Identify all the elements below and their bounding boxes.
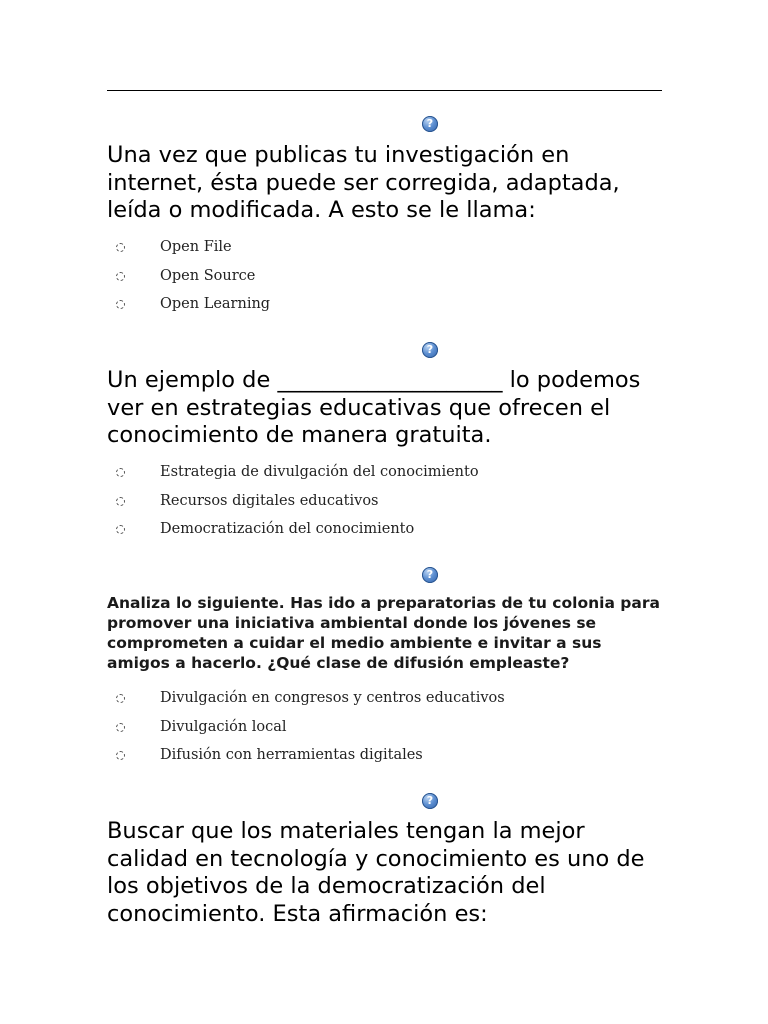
question-2-text: Un ejemplo de ____________________ lo podemos ver en estrategias educativas que ofrecen el conocimiento de manera gratuita. [107, 367, 641, 448]
question-2-option-1[interactable] [112, 462, 672, 491]
option-label: Divulgación local [160, 718, 287, 735]
option-label: Estrategia de divulgación del conocimiento [160, 464, 479, 480]
question-1-option-1[interactable] [112, 237, 672, 266]
question-3-option-2[interactable] [112, 717, 672, 746]
radio-button[interactable] [116, 497, 125, 506]
question-3-text: Analiza lo siguiente. Has ido a preparatorias de tu colonia para promover una iniciativa ambiental donde los jóvenes se comprometen a cuidar el medio ambiente e invitar a sus amigos a hacerlo. ¿Qué clase de difusión empleaste? [107, 594, 660, 672]
question-1-option-2[interactable] [112, 266, 672, 295]
radio-button[interactable] [116, 751, 125, 760]
radio-button[interactable] [116, 300, 125, 309]
radio-button[interactable] [116, 525, 125, 534]
radio-button[interactable] [116, 272, 125, 281]
question-1-option-3[interactable] [112, 294, 672, 323]
question-2-option-3[interactable] [112, 519, 672, 548]
radio-button[interactable] [116, 468, 125, 477]
option-label: Recursos digitales educativos [160, 492, 379, 509]
question-2-options [112, 462, 672, 548]
question-3-option-3[interactable] [112, 745, 672, 774]
radio-button[interactable] [116, 243, 125, 252]
question-4-text: Buscar que los materiales tengan la mejor calidad en tecnología y conocimiento es uno de los objetivos de la democratización del conocimiento. Esta afirmación es: [107, 818, 645, 927]
help-icon[interactable]: ? [422, 116, 438, 132]
radio-button[interactable] [116, 723, 125, 732]
question-3-options [112, 688, 672, 774]
option-label: Difusión con herramientas digitales [160, 747, 423, 763]
radio-button[interactable] [116, 694, 125, 703]
help-icon[interactable]: ? [422, 342, 438, 358]
top-divider [107, 90, 662, 91]
option-label: Democratización del conocimiento [160, 521, 415, 537]
option-label: Open File [160, 239, 232, 255]
option-label: Open Source [160, 267, 256, 284]
help-icon[interactable]: ? [422, 793, 438, 809]
question-1-options [112, 237, 672, 323]
option-label: Divulgación en congresos y centros educativos [160, 690, 505, 706]
option-label: Open Learning [160, 296, 271, 312]
question-3-option-1[interactable] [112, 688, 672, 717]
question-2-option-2[interactable] [112, 491, 672, 520]
question-1-text: Una vez que publicas tu investigación en internet, ésta puede ser corregida, adaptada, leída o modificada. A esto se le llama: [107, 142, 620, 223]
help-icon[interactable]: ? [422, 567, 438, 583]
